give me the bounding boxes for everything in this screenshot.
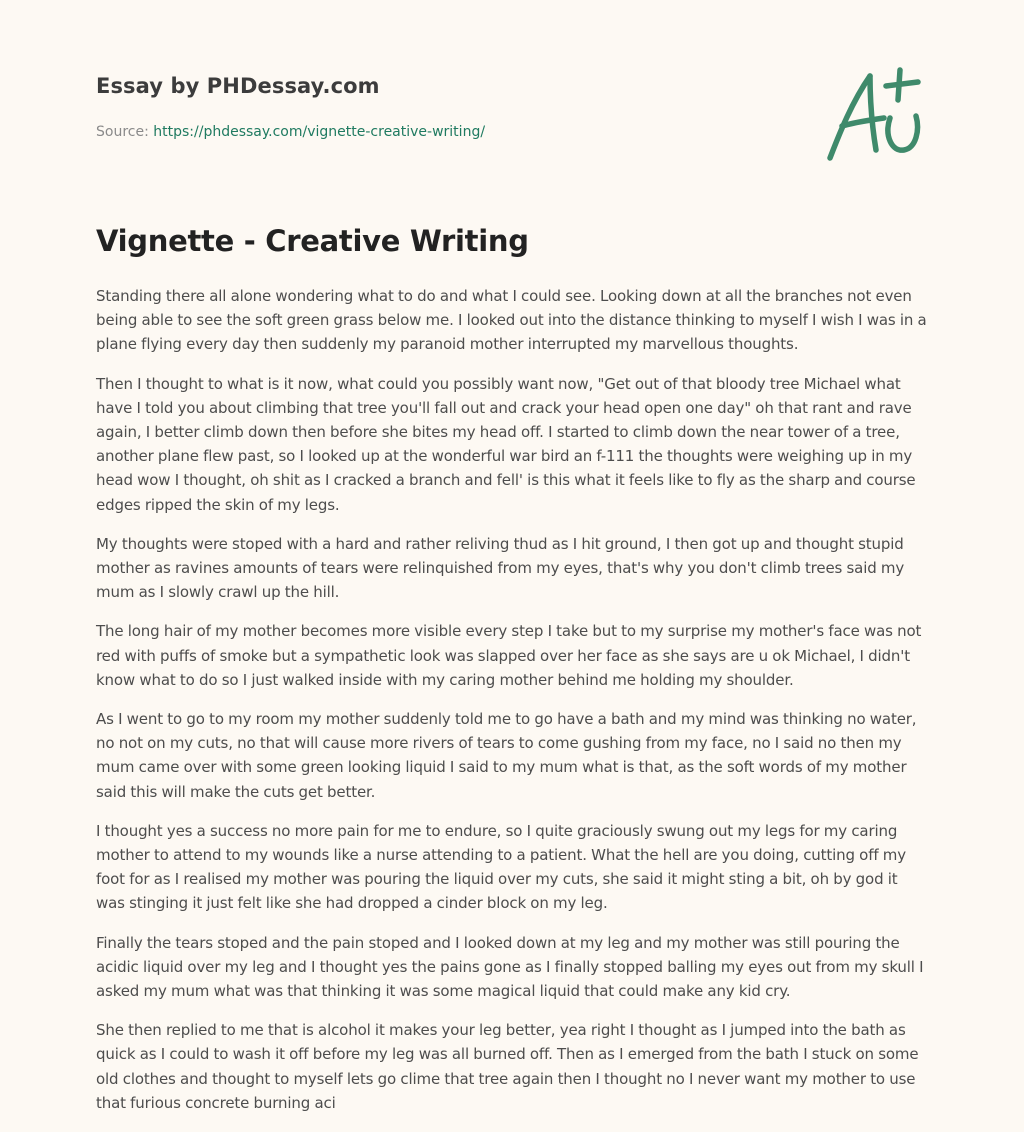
paragraph: My thoughts were stoped with a hard and rather reliving thud as I hit ground, I then got up and thought stupid mother as ravines amounts of tears were relinquished from my eyes, that's why you don't climb trees said my mum as I slowly crawl up the hill.: [96, 534, 905, 602]
a-plus-grade-icon: [818, 66, 930, 168]
paragraph: I thought yes a success no more pain for me to endure, so I quite graciously swung out my legs for my caring mother to attend to my wounds like a nurse attending to a patient. What the hell are you doing, cutting off my foot for as I realised my mother was pouring the liquid over my cuts, she said it might sting a bit, oh by god it was stinging it just felt like she had dropped a cinder block on my leg.: [96, 821, 906, 913]
essay-title: Vignette - Creative Writing: [96, 224, 529, 258]
paragraph: She then replied to me that is alcohol it makes your leg better, yea right I thought as I jumped into the bath as quick as I could to wash it off before my leg was all burned off. Then as I emerged from the bath I stuck on some old clothes and thought to myself lets go clime that tree again then I thought no I never want my mother to use that furious concrete burning aci: [96, 1021, 919, 1112]
paragraph: Finally the tears stoped and the pain stoped and I looked down at my leg and my mother was still pouring the acidic liquid over my leg and I thought yes the pains gone as I finally stopped balling my eyes out from my skull I asked my mum what was that thinking it was some magical liquid that could make any kid cry.: [96, 933, 924, 1001]
paragraph: Standing there all alone wondering what to do and what I could see. Looking down at all the branches not even being able to see the soft green grass below me. I looked out into the distance thinking to myself I wish I was in a plane flying every day then suddenly my paranoid mother interrupted my marvellous thoughts.: [96, 287, 927, 354]
paragraph: As I went to go to my room my mother suddenly told me to go have a bath and my mind was thinking no water, no not on my cuts, no that will cause more rivers of tears to come gushing from my face, no I said no then my mum came over with some green looking liquid I said to my mum what is that, as the soft words of my mother said this will make the cuts get better.: [96, 710, 917, 801]
source-label: Source:: [96, 124, 149, 140]
paragraph: Then I thought to what is it now, what could you possibly want now, "Get out of that bloody tree Michael what have I told you about climbing that tree you'll fall out and crack your head open one day" oh that rant and rave again, I better climb down then before she bites my head off. I started to climb down the near tower of a tree, another plane flew past, so I looked up at the wonderful war bird an f-111 the thoughts were weighing up in my head wow I thought, oh shit as I cracked a branch and fell' is this what it feels like to fly as the sharp and course edges ripped the skin of my legs.: [96, 374, 916, 514]
paragraph: The long hair of my mother becomes more visible every step I take but to my surprise my mother's face was not red with puffs of smoke but a sympathetic look was slapped over her face as she says are u ok Michael, I didn't know what to do so I just walked inside with my caring mother behind me holding my shoulder.: [96, 622, 922, 689]
source-link[interactable]: https://phdessay.com/vignette-creative-writing/: [153, 124, 486, 140]
source-line: [96, 124, 485, 140]
essay-body: [96, 284, 928, 1130]
site-brand: Essay by PHDessay.com: [96, 74, 380, 98]
